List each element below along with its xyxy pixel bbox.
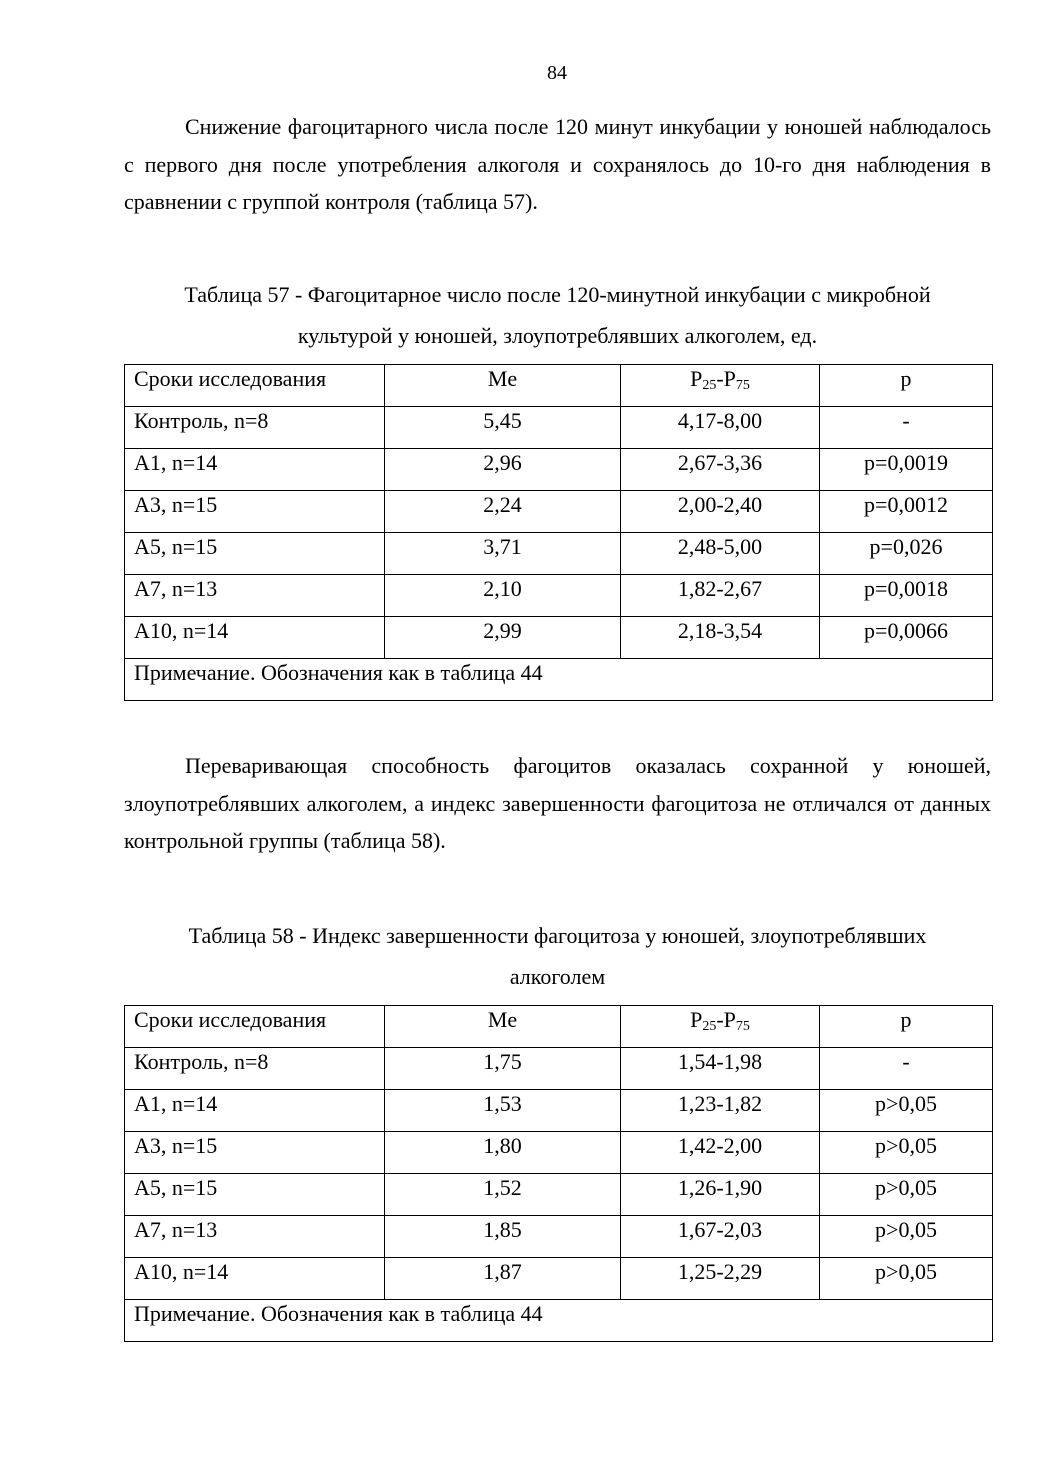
table-57-caption-line-2: культурой у юношей, злоупотреблявших алкоголем, ед. <box>297 323 818 348</box>
cell-p: p>0,05 <box>820 1132 993 1174</box>
cell-group: A5, n=15 <box>125 1174 385 1216</box>
header-period: Сроки исследования <box>125 1006 385 1048</box>
cell-me: 1,87 <box>385 1258 621 1300</box>
cell-group: A3, n=15 <box>125 1132 385 1174</box>
cell-me: 3,71 <box>385 533 621 575</box>
header-p25: 25 <box>702 378 717 393</box>
table-58 <box>124 1005 993 1342</box>
cell-range: 1,23-1,82 <box>621 1090 820 1132</box>
cell-me: 1,53 <box>385 1090 621 1132</box>
cell-group: Контроль, n=8 <box>125 407 385 449</box>
table-row <box>125 575 993 617</box>
table-58-caption-line-1: Таблица 58 - Индекс завершенности фагоцитоза у юношей, злоупотреблявших <box>188 923 927 948</box>
cell-group: A7, n=13 <box>125 575 385 617</box>
cell-range: 1,67-2,03 <box>621 1216 820 1258</box>
header-p-base-2: P <box>723 366 736 391</box>
table-row <box>125 1258 993 1300</box>
cell-range: 2,18-3,54 <box>621 617 820 659</box>
header-p75: 75 <box>735 378 750 393</box>
header-p-base: P <box>690 366 703 391</box>
page-number: 84 <box>547 62 567 84</box>
cell-range: 2,67-3,36 <box>621 449 820 491</box>
cell-me: 2,10 <box>385 575 621 617</box>
header-percentile-range: $P_{25}-P_{75}$ <box>621 1006 820 1048</box>
table-58-caption <box>124 915 991 997</box>
cell-group: A1, n=14 <box>125 1090 385 1132</box>
table-57 <box>124 364 993 701</box>
cell-range: 1,82-2,67 <box>621 575 820 617</box>
header-p: p <box>820 1006 993 1048</box>
table-row <box>125 407 993 449</box>
header-period: Сроки исследования <box>125 365 385 407</box>
cell-me: 1,85 <box>385 1216 621 1258</box>
header-me: Me <box>385 365 621 407</box>
cell-range: 1,54-1,98 <box>621 1048 820 1090</box>
table-note: Примечание. Обозначения как в таблица 44 <box>125 659 993 701</box>
table-note-row <box>125 1300 993 1342</box>
table-row <box>125 1216 993 1258</box>
cell-p: p>0,05 <box>820 1216 993 1258</box>
cell-group: A5, n=15 <box>125 533 385 575</box>
table-row <box>125 1174 993 1216</box>
table-57-caption <box>124 274 991 356</box>
cell-p: p>0,05 <box>820 1174 993 1216</box>
cell-p: p=0,0066 <box>820 617 993 659</box>
table-row <box>125 533 993 575</box>
table-note-row <box>125 659 993 701</box>
cell-group: A3, n=15 <box>125 491 385 533</box>
table-note: Примечание. Обозначения как в таблица 44 <box>125 1300 993 1342</box>
table-row <box>125 449 993 491</box>
table-58-caption-line-2: алкоголем <box>509 964 606 989</box>
cell-p: p=0,0012 <box>820 491 993 533</box>
paragraph-2: Переваривающая способность фагоцитов оказалась сохранной у юношей, злоупотреблявших алкоголем, а индекс завершенности фагоцитоза не отличался от данных контрольной группы (таблица 58). <box>124 753 991 853</box>
cell-group: A1, n=14 <box>125 449 385 491</box>
header-p-base-2: P <box>723 1007 736 1032</box>
cell-group: Контроль, n=8 <box>125 1048 385 1090</box>
header-p-base: P <box>690 1007 703 1032</box>
cell-group: A10, n=14 <box>125 1258 385 1300</box>
table-row <box>125 491 993 533</box>
header-me: Me <box>385 1006 621 1048</box>
cell-me: 1,52 <box>385 1174 621 1216</box>
header-p: p <box>820 365 993 407</box>
cell-p: p>0,05 <box>820 1090 993 1132</box>
cell-me: 1,80 <box>385 1132 621 1174</box>
cell-range: 4,17-8,00 <box>621 407 820 449</box>
header-p25: 25 <box>702 1019 717 1034</box>
paragraph-1: Снижение фагоцитарного числа после 120 минут инкубации у юношей наблюдалось с первого дня после употребления алкоголя и сохранялось до 10-го дня наблюдения в сравнении с группой контроля (таблица 57). <box>124 114 991 214</box>
cell-p: - <box>820 407 993 449</box>
cell-range: 2,00-2,40 <box>621 491 820 533</box>
table-57-caption-line-1: Таблица 57 - Фагоцитарное число после 120-минутной инкубации с микробной <box>184 282 931 307</box>
cell-me: 5,45 <box>385 407 621 449</box>
cell-range: 1,42-2,00 <box>621 1132 820 1174</box>
cell-p: p>0,05 <box>820 1258 993 1300</box>
cell-range: 1,26-1,90 <box>621 1174 820 1216</box>
cell-me: 1,75 <box>385 1048 621 1090</box>
cell-me: 2,99 <box>385 617 621 659</box>
cell-p: p=0,026 <box>820 533 993 575</box>
table-row <box>125 1132 993 1174</box>
cell-me: 2,96 <box>385 449 621 491</box>
cell-group: A7, n=13 <box>125 1216 385 1258</box>
table-row <box>125 1090 993 1132</box>
cell-p: p=0,0018 <box>820 575 993 617</box>
cell-group: A10, n=14 <box>125 617 385 659</box>
cell-range: 1,25-2,29 <box>621 1258 820 1300</box>
cell-range: 2,48-5,00 <box>621 533 820 575</box>
cell-me: 2,24 <box>385 491 621 533</box>
header-p75: 75 <box>735 1019 750 1034</box>
table-header-row <box>125 365 993 407</box>
table-row <box>125 617 993 659</box>
cell-p: p=0,0019 <box>820 449 993 491</box>
cell-p: - <box>820 1048 993 1090</box>
table-header-row <box>125 1006 993 1048</box>
header-percentile-range: $P_{25}-P_{75}$ <box>621 365 820 407</box>
table-row <box>125 1048 993 1090</box>
